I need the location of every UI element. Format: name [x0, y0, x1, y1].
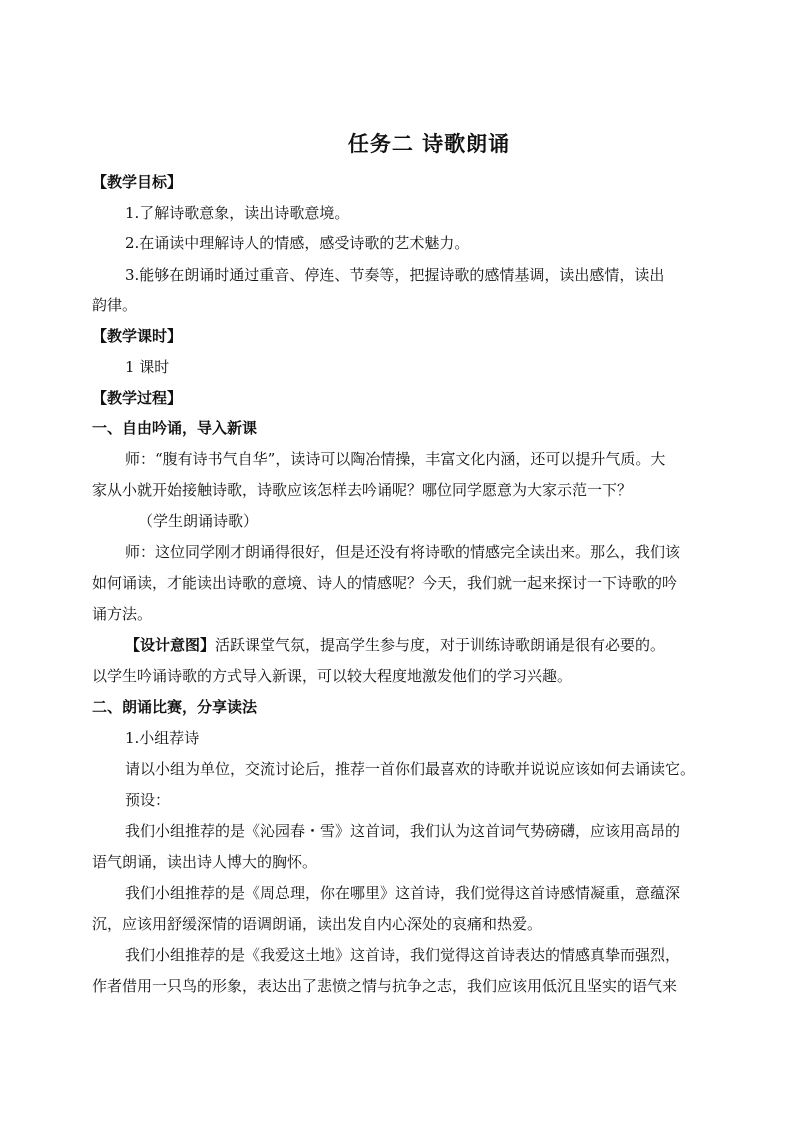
design-intent-line-1: [125, 635, 665, 655]
objective-item-1: 1.了解诗歌意象，读出诗歌意境。: [125, 204, 350, 222]
page-title: 任务二 诗歌朗诵: [347, 131, 511, 156]
section-1-paragraph-2-line-3: 诵方法。: [92, 605, 153, 623]
objective-item-3-line-1: 3.能够在朗诵时通过重音、停连、节奏等，把握诗歌的感情基调，读出感情，读出: [125, 266, 665, 284]
group-1-line-1: 我们小组推荐的是《沁园春・雪》这首词，我们认为这首词气势磅礴，应该用高昂的: [125, 822, 681, 840]
hours-value: 1 课时: [125, 358, 170, 376]
hours-heading: 【教学课时】: [92, 327, 183, 345]
section-2-subheading-1: 1.小组荐诗: [125, 729, 200, 747]
process-heading: 【教学过程】: [92, 389, 183, 407]
section-2-heading: 二、朗诵比赛，分享读法: [92, 698, 258, 716]
design-intent-text: 活跃课堂气氛，提高学生参与度，对于训练诗歌朗诵是很有必要的。: [215, 636, 666, 654]
objectives-heading: 【教学目标】: [92, 173, 183, 191]
group-3-line-1: 我们小组推荐的是《我爱这土地》这首诗，我们觉得这首诗表达的情感真挚而强烈，: [125, 946, 681, 964]
section-1-paragraph-2-line-1: 师：这位同学刚才朗诵得很好，但是还没有将诗歌的情感完全读出来。那么，我们该: [125, 543, 681, 561]
design-intent-line-2: 以学生吟诵诗歌的方式导入新课，可以较大程度地激发他们的学习兴趣。: [92, 667, 573, 685]
group-1-line-2: 语气朗诵，读出诗人博大的胸怀。: [92, 853, 318, 871]
section-1-note: （学生朗诵诗歌）: [138, 512, 259, 530]
section-1-paragraph-1-line-1: 师：“腹有诗书气自华”，读诗可以陶冶情操，丰富文化内涵，还可以提升气质。大: [125, 450, 666, 468]
section-2-preset: 预设：: [125, 791, 171, 809]
section-1-paragraph-2-line-2: 如何诵读，才能读出诗歌的意境、诗人的情感呢？今天，我们就一起来探讨一下诗歌的吟: [92, 574, 678, 592]
objective-item-2: 2.在诵读中理解诗人的情感，感受诗歌的艺术魅力。: [125, 234, 470, 252]
section-1-heading: 一、自由吟诵，导入新课: [92, 419, 258, 437]
objective-item-3-line-2: 韵律。: [92, 296, 138, 314]
group-2-line-1: 我们小组推荐的是《周总理，你在哪里》这首诗，我们觉得这首诗感情凝重，意蕴深: [125, 884, 681, 902]
section-1-paragraph-1-line-2: 家从小就开始接触诗歌，诗歌应该怎样去吟诵呢？哪位同学愿意为大家示范一下？: [92, 481, 633, 499]
group-3-line-2: 作者借用一只鸟的形象，表达出了悲愤之情与抗争之志，我们应该用低沉且坚实的语气来: [92, 977, 678, 995]
group-2-line-2: 沉，应该用舒缓深情的语调朗诵，读出发自内心深处的哀痛和热爱。: [92, 915, 543, 933]
design-intent-label: 【设计意图】: [125, 636, 216, 654]
section-2-paragraph-1: 请以小组为单位，交流讨论后，推荐一首你们最喜欢的诗歌并说说应该如何去诵读它。: [125, 760, 696, 778]
